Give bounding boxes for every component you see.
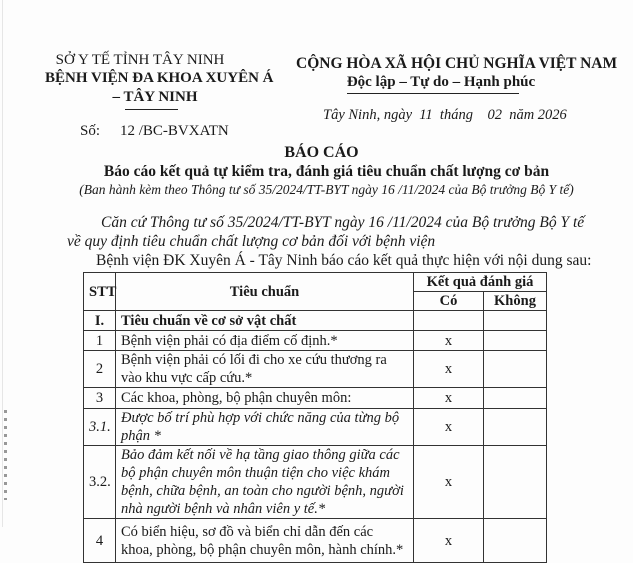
row-stt: 4 bbox=[84, 519, 116, 563]
row-yes: x bbox=[414, 331, 484, 351]
header-criteria: Tiêu chuẩn bbox=[116, 273, 414, 311]
legal-basis-line1: Căn cứ Thông tư số 35/2024/TT-BYT ngày 16 /11/2024 của Bộ trưởng Bộ Y tế bbox=[101, 214, 585, 231]
motto-underline bbox=[347, 93, 519, 94]
report-subtitle: Báo cáo kết quả tự kiểm tra, đánh giá tiêu chuẩn chất lượng cơ bản bbox=[103, 163, 550, 180]
hospital-name-line2: – TÂY NINH bbox=[112, 89, 198, 105]
report-intro: Bệnh viện ĐK Xuyên Á - Tây Ninh báo cáo kết quả thực hiện với nội dung sau: bbox=[96, 252, 592, 269]
row-yes: x bbox=[414, 351, 484, 388]
row-criteria: Bệnh viện phải có lối đi cho xe cứu thương ra vào khu vực cấp cứu.* bbox=[116, 351, 414, 388]
row-stt: I. bbox=[84, 311, 116, 331]
table-header-row bbox=[84, 273, 547, 292]
row-criteria: Được bố trí phù hợp với chức năng của từng bộ phận * bbox=[116, 409, 414, 446]
header-yes: Có bbox=[414, 292, 484, 311]
left-header-underline bbox=[125, 109, 178, 110]
row-criteria: Bệnh viện phải có địa điểm cố định.* bbox=[116, 331, 414, 351]
row-stt: 1 bbox=[84, 331, 116, 351]
row-no bbox=[484, 519, 547, 563]
row-no bbox=[484, 388, 547, 409]
row-no bbox=[484, 409, 547, 446]
row-stt: 3.2. bbox=[84, 446, 116, 519]
table-row bbox=[84, 409, 547, 446]
issued-with-note: (Ban hành kèm theo Thông tư số 35/2024/TT-BYT ngày 16 /11/2024 của Bộ trưởng Bộ Y tế) bbox=[79, 182, 574, 197]
row-criteria: Bảo đảm kết nối về hạ tầng giao thông giữa các bộ phận chuyên môn thuận tiện cho việc khám bệnh, chữa bệnh, an toàn cho người bệnh, người nhà người bệnh và nhân viên y tế.* bbox=[116, 446, 414, 519]
table-row bbox=[84, 311, 547, 331]
legal-basis-line2: về quy định tiêu chuẩn chất lượng cơ bản đối với bệnh viện bbox=[67, 233, 436, 250]
row-criteria: Tiêu chuẩn về cơ sở vật chất bbox=[116, 311, 414, 331]
header-stt: STT bbox=[84, 273, 116, 311]
row-yes bbox=[414, 311, 484, 331]
table-row bbox=[84, 331, 547, 351]
scan-artifact bbox=[4, 410, 7, 500]
hospital-name-line1: BỆNH VIỆN ĐA KHOA XUYÊN Á bbox=[45, 70, 274, 86]
row-stt: 3 bbox=[84, 388, 116, 409]
row-criteria: Có biển hiệu, sơ đồ và biển chỉ dẫn đến các khoa, phòng, bộ phận chuyên môn, hành chính.* bbox=[116, 519, 414, 563]
report-title: BÁO CÁO bbox=[284, 144, 359, 161]
row-yes: x bbox=[414, 446, 484, 519]
row-yes: x bbox=[414, 519, 484, 563]
header-no: Không bbox=[484, 292, 547, 311]
header-result-group: Kết quả đánh giá bbox=[414, 273, 547, 292]
nation-name: CỘNG HÒA XÃ HỘI CHỦ NGHĨA VIỆT NAM bbox=[296, 55, 618, 72]
document-number-label: Số: bbox=[80, 123, 101, 139]
department-name: SỞ Y TẾ TỈNH TÂY NINH bbox=[55, 52, 225, 68]
place-date: Tây Ninh, ngày 11 tháng 02 năm 2026 bbox=[323, 107, 567, 123]
row-no bbox=[484, 351, 547, 388]
scan-edge bbox=[2, 0, 3, 527]
row-stt: 3.1. bbox=[84, 409, 116, 446]
row-no bbox=[484, 446, 547, 519]
national-motto: Độc lập – Tự do – Hạnh phúc bbox=[346, 74, 536, 90]
row-no bbox=[484, 311, 547, 331]
table-row bbox=[84, 446, 547, 519]
document-number: 12 /BC-BVXATN bbox=[120, 123, 229, 139]
table-row bbox=[84, 351, 547, 388]
table-row bbox=[84, 519, 547, 563]
row-stt: 2 bbox=[84, 351, 116, 388]
row-yes: x bbox=[414, 388, 484, 409]
table-row bbox=[84, 388, 547, 409]
row-criteria: Các khoa, phòng, bộ phận chuyên môn: bbox=[116, 388, 414, 409]
standards-table bbox=[83, 272, 547, 563]
row-no bbox=[484, 331, 547, 351]
row-yes: x bbox=[414, 409, 484, 446]
